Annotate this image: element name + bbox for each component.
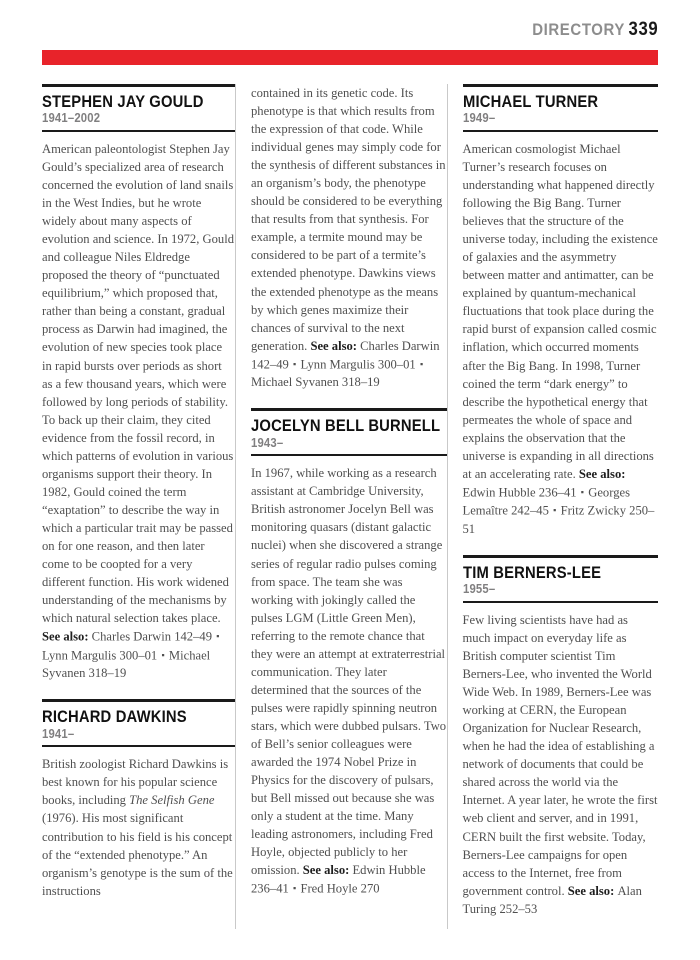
directory-entry <box>42 84 235 682</box>
entry-name: STEPHEN JAY GOULD <box>42 92 204 111</box>
entry-dates: 1941–2002 <box>42 110 101 126</box>
see-also-label: See also: <box>564 883 618 898</box>
see-also-reference[interactable]: Charles Darwin 142–49 <box>91 629 212 644</box>
see-also-reference[interactable]: Michael Syvanen 318–19 <box>42 648 211 681</box>
see-also-separator-icon: ▪ <box>214 631 220 642</box>
entry-rule-bottom <box>463 601 659 603</box>
see-also-label: See also: <box>42 629 92 644</box>
column-3 <box>447 84 659 929</box>
entry-rule-bottom <box>42 745 235 747</box>
entry-body-text: contained in its genetic code. Its phenotype is that which results from the expression of that code. While individual genes may simply code for the synthesis of different substances in an organism’s body, the phenotype should be considered to be everything that results from that synthesis. For example, a termite mound may be considered to be part of a termite’s extended phenotype. Dawkins views the extended phenotype as the means by which genes maximize their chances of survival to the next generation. See also: Charles Darwin 142–49 ▪ Lynn Margulis 300–01 ▪ Michael Syvanen 318–19 <box>251 86 446 390</box>
entry-name: MICHAEL TURNER <box>462 92 598 111</box>
see-also-reference[interactable]: Lynn Margulis 300–01 <box>300 357 416 372</box>
see-also-separator-icon: ▪ <box>578 486 587 497</box>
entry-dates: 1941– <box>42 725 75 741</box>
entry-continuation <box>251 84 447 391</box>
column-2 <box>235 84 447 929</box>
column-1 <box>42 84 235 929</box>
see-also-reference[interactable]: Georges Lemaître 242–45 <box>462 485 630 518</box>
entry-dates: 1955– <box>462 581 495 597</box>
directory-entry <box>42 699 235 899</box>
see-also-reference[interactable]: Lynn Margulis 300–01 <box>42 648 158 663</box>
directory-entry <box>251 408 447 898</box>
see-also-separator-icon: ▪ <box>290 883 299 894</box>
see-also-separator-icon: ▪ <box>159 649 167 660</box>
see-also-separator-icon: ▪ <box>290 358 299 369</box>
entry-name: RICHARD DAWKINS <box>42 707 187 727</box>
entry-name: TIM BERNERS-LEE <box>462 563 601 582</box>
entry-body-text: American cosmologist Michael Turner’s research focuses on understanding what happened directly following the Big Bang. Turner believes that the structure of the universe today, including the existence of galaxies and the asymmetry between matter and antimatter, can be explained by quantum-mechanical fluctuations that took place during the rapid burst of expansion called cosmic inflation, which occurred moments after the Big Bang. In 1998, Turner coined the term “dark energy” to describe the hypothetical energy that permeates the whole of space and explains the observation that the universe is expanding in all directions at an accelerating rate. See also: Edwin Hubble 236–41 ▪ Georges Lemaître 242–45 ▪ Fritz Zwicky 250–51 <box>462 141 658 536</box>
entry-body-text: American paleontologist Stephen Jay Gould’s specialized area of research concerned the evolution of land snails in the West Indies, but he wrote widely about many aspects of evolution and science. In 1972, Gould and colleague Niles Eldredge proposed the theory of “punctuated equilibrium,” which proposed that, rather than being a constant, gradual process as Darwin had imagined, the evolution of new species took place in rapid bursts over periods as short as a few thousand years, which were followed by long periods of stability. To back up their claim, they cited evidence from the fossil record, in which patterns of evolution in various organisms support their theory. In 1982, Gould coined the term “exaptation” to describe the way in which a particular trait may be passed on for one reason, and then later come to be coopted for a very different function. His work widened understanding of the mechanisms by which natural selection takes place. See also: Charles Darwin 142–49 ▪ Lynn Margulis 300–01 ▪ Michael Syvanen 318–19 <box>42 141 235 681</box>
entry-rule-top <box>42 699 235 702</box>
entry-rule-top <box>42 84 235 87</box>
see-also-label: See also: <box>307 338 361 353</box>
entry-body-text: Few living scientists have had as much impact on everyday life as British computer scientist Tim Berners-Lee, who invented the World Wide Web. In 1989, Berners-Lee was working at CERN, the European Organization for Nuclear Research, when he had the idea of establishing a network of documents that could be shared across the world via the Internet. A year later, he wrote the first web client and server, and in 1991, CERN built the first website. Today, Berners-Lee campaigns for open access to the Internet, free from government control. See also: Alan Turing 252–53 <box>462 612 658 916</box>
running-head-label: DIRECTORY <box>531 20 625 39</box>
column-grid <box>42 84 658 929</box>
see-also-label: See also: <box>575 466 626 481</box>
see-also-reference[interactable]: Alan Turing 252–53 <box>462 883 642 916</box>
directory-entry <box>463 555 659 918</box>
see-also-reference[interactable]: Edwin Hubble 236–41 <box>251 863 426 896</box>
directory-entry <box>463 84 659 538</box>
see-also-label: See also: <box>299 863 353 878</box>
entry-body-text: British zoologist Richard Dawkins is best known for his popular science books, including The Selfish Gene (1976). His most significant contribution to his field is his concept of the “extended phenotype.” An organism’s genotype is the sum of the instructions <box>42 757 233 898</box>
see-also-separator-icon: ▪ <box>417 358 424 369</box>
running-head <box>532 20 658 39</box>
entry-body-text: In 1967, while working as a research assistant at Cambridge University, British astronomer Jocelyn Bell was monitoring quasars (distant galactic nuclei) when she discovered a strange series of regular radio pulses coming from space. The team she was working with jokingly called the pulses LGM (Little Green Men), referring to the remote chance that they were an attempt at extraterrestrial communication. They later determined that the sources of the pulses were rapidly spinning neutron stars, which were dubbed pulsars. Two of Bell’s senior colleagues were awarded the 1974 Nobel Prize in Physics for the discovery of pulsars, but Bell missed out because she was only a student at the time. Many leading astronomers, including Fred Hoyle, objected publicly to her omission. See also: Edwin Hubble 236–41 ▪ Fred Hoyle 270 <box>251 466 447 896</box>
page-number: 339 <box>628 19 658 40</box>
see-also-reference[interactable]: Edwin Hubble 236–41 <box>462 485 577 500</box>
see-also-reference[interactable]: Charles Darwin 142–49 <box>251 338 440 372</box>
entry-rule-top <box>463 84 659 87</box>
see-also-reference[interactable]: Michael Syvanen 318–19 <box>251 375 380 390</box>
entry-rule-top <box>463 555 659 558</box>
entry-rule-top <box>251 408 447 411</box>
see-also-separator-icon: ▪ <box>550 505 559 516</box>
entry-rule-bottom <box>251 454 447 456</box>
see-also-reference[interactable]: Fred Hoyle 270 <box>300 881 380 896</box>
see-also-reference[interactable]: Fritz Zwicky 250–51 <box>462 503 655 536</box>
entry-rule-bottom <box>42 130 235 132</box>
entry-dates: 1949– <box>462 110 495 126</box>
entry-dates: 1943– <box>251 434 284 450</box>
entry-name: JOCELYN BELL BURNELL <box>251 416 441 436</box>
header-accent-bar <box>42 50 658 65</box>
entry-rule-bottom <box>463 130 659 132</box>
